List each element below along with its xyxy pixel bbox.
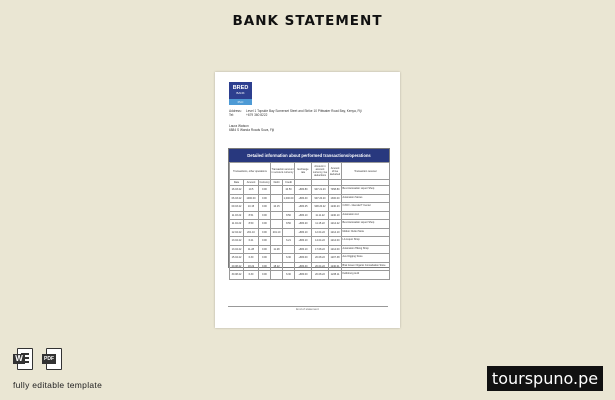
table-row — [230, 254, 390, 263]
brand-badge[interactable]: tourspuno.pe — [487, 366, 603, 391]
table-cell: 1,000.00 — [283, 194, 295, 203]
statement-document — [215, 72, 400, 328]
table-cell: 20.08.22 — [312, 271, 329, 280]
table-cell: 1240.10 — [329, 211, 342, 220]
table-cell: Autonation Stores — [342, 194, 390, 203]
table-cell: Kellisburg & Ali — [342, 271, 390, 280]
table-cell: FJD — [259, 186, 271, 195]
transactions-panel — [228, 148, 390, 277]
table-cell: 11.11.22 — [312, 211, 329, 220]
table-row — [230, 245, 390, 254]
table-cell: FJD — [259, 254, 271, 263]
header-cell: Amount in account currency, fee deductions — [312, 163, 329, 180]
table-cell: 11.03.22 — [230, 211, 244, 220]
table-cell: 20.08.22 — [230, 262, 244, 271]
table-cell: 11.15.22 — [312, 220, 329, 229]
table-cell: 11.04.22 — [230, 220, 244, 229]
address-value: Level 1 Topside Bay Somerset Steet and Strike 10 Pittwater Road Bay, Kenya, Fiji — [246, 109, 362, 113]
table-cell: 13.04.22 — [230, 237, 244, 246]
table-cell: Autonation Hiking Shop — [342, 245, 390, 254]
customer-address: 6884 S Wanda Roads Suva, Fiji — [229, 128, 275, 132]
table-cell: Ave Digging Store — [342, 254, 390, 263]
subheader-cell: Amount — [244, 180, 259, 186]
customer-name: Laura Watson — [229, 124, 249, 128]
table-row — [230, 262, 390, 271]
bank-logo-line3: PLC — [229, 99, 252, 105]
table-header-row — [230, 163, 390, 180]
table-cell: Best Autonation Liquor Shop — [342, 186, 390, 195]
table-cell: 201.10 — [244, 228, 259, 237]
table-cell: 13.04.22 — [230, 245, 244, 254]
panel-title: Detailed information about performed transactions/operations — [229, 149, 389, 162]
bank-logo-line2: BANK — [236, 91, 245, 95]
table-cell: 1300.00 — [329, 194, 342, 203]
header-cell: Exchange rate — [295, 163, 312, 180]
editable-template-label: fully editable template — [13, 380, 103, 390]
table-cell: FJD — [259, 245, 271, 254]
table-row — [230, 228, 390, 237]
subheader-cell: Debit — [271, 180, 283, 186]
table-cell: 10.15 — [244, 203, 259, 212]
table-cell: 10.5 — [244, 186, 259, 195]
table-cell: 6.21 — [283, 237, 295, 246]
table-cell: +680.20 — [295, 220, 312, 229]
table-cell: 11.28 — [244, 245, 259, 254]
tel-label: Tel: — [229, 113, 234, 117]
word-badge: W — [13, 354, 25, 364]
table-cell: 8.50 — [283, 211, 295, 220]
table-cell — [283, 203, 295, 212]
table-cell: FJD — [259, 211, 271, 220]
table-cell: 6.30 — [244, 254, 259, 263]
table-cell: +680.10 — [295, 228, 312, 237]
table-cell: 30.08.22 — [230, 271, 244, 280]
table-cell: FJD — [259, 194, 271, 203]
table-cell: 12.04.22 — [230, 228, 244, 237]
table-cell: Brat Green Organic Consultation Store — [342, 262, 390, 271]
table-cell: FJD — [259, 262, 271, 271]
table-cell: 14.04.22 — [312, 237, 329, 246]
table-row — [230, 194, 390, 203]
tel-value: +679 360 8222 — [246, 113, 268, 117]
table-cell: 6.30 — [283, 254, 295, 263]
table-cell: Autonation Ltd — [342, 211, 390, 220]
table-cell: 1000.00 — [244, 194, 259, 203]
table-cell: 1214.00 — [329, 245, 342, 254]
pdf-badge: PDF — [44, 356, 54, 362]
table-cell: 12.04.22 — [312, 228, 329, 237]
table-cell: 908.20.22 — [312, 203, 329, 212]
table-cell: 09.03.22 — [230, 203, 244, 212]
table-cell: 907.20.20 — [312, 194, 329, 203]
table-cell: FJD — [259, 271, 271, 280]
table-cell: 11.28 — [271, 245, 283, 254]
header-cell: Transaction amount in account currency — [271, 163, 295, 180]
table-cell: 18.22 — [244, 262, 259, 271]
table-cell: Best Autonation Liquor Shop — [342, 220, 390, 229]
table-cell: FJD — [259, 203, 271, 212]
table-cell: 8.50 — [244, 220, 259, 229]
table-cell: 8.51 — [244, 211, 259, 220]
table-cell: 201.10 — [271, 228, 283, 237]
table-cell: 20.08.22 — [312, 254, 329, 263]
table-cell — [271, 211, 283, 220]
table-cell: 15.04.22 — [230, 254, 244, 263]
table-cell — [283, 262, 295, 271]
table-row — [230, 186, 390, 195]
table-cell: 17.08.22 — [312, 245, 329, 254]
table-cell: 7458.80 — [329, 186, 342, 195]
word-file-icon — [13, 348, 35, 374]
subheader-cell: Currency — [259, 181, 270, 184]
table-cell: 8.50 — [283, 220, 295, 229]
table-cell — [271, 254, 283, 263]
table-cell: 1214.10 — [329, 228, 342, 237]
table-cell: OJCO - Glenda IT Center — [342, 203, 390, 212]
table-row — [230, 220, 390, 229]
table-cell: FJD — [259, 220, 271, 229]
table-cell: +680.40 — [295, 262, 312, 271]
table-cell: 06.03.22 — [230, 194, 244, 203]
header-cell: Transactions, other operations — [230, 163, 271, 180]
table-cell: 20.04.22 — [312, 262, 329, 271]
table-cell: 1207.38 — [329, 254, 342, 263]
table-cell: +680.40 — [295, 194, 312, 203]
table-cell: 6.30 — [244, 271, 259, 280]
table-row — [230, 211, 390, 220]
table-cell: 1240.23 — [329, 203, 342, 212]
statement-footer: End of statement — [296, 307, 319, 311]
table-cell: 1214.00 — [329, 237, 342, 246]
table-cell: FJD — [259, 237, 271, 246]
page-title: BANK STATEMENT — [232, 13, 383, 29]
table-cell — [283, 245, 295, 254]
transactions-table — [229, 162, 390, 280]
table-cell: 907.21.23 — [312, 186, 329, 195]
bank-logo-line1: BRED — [232, 85, 249, 91]
table-row — [230, 203, 390, 212]
table-cell: 10.15 — [271, 203, 283, 212]
table-cell: 18.22 — [271, 262, 283, 271]
table-cell — [271, 237, 283, 246]
table-cell: Motion Outlet Store — [342, 228, 390, 237]
table-cell: 6.30 — [283, 271, 295, 280]
table-cell — [271, 271, 283, 280]
subheader-cell: Date — [230, 180, 244, 186]
table-row — [230, 271, 390, 280]
header-cell: Amount of fee deducted — [329, 163, 342, 180]
pdf-file-icon — [42, 348, 64, 374]
table-cell: +680.00 — [295, 271, 312, 280]
bank-details — [229, 109, 362, 117]
table-cell: LA Liquor Shop — [342, 237, 390, 246]
table-cell: +680.80 — [295, 186, 312, 195]
table-cell — [271, 220, 283, 229]
table-cell: +680.00 — [295, 254, 312, 263]
table-cell: 16.03.22 — [230, 186, 244, 195]
table-cell: 6.21 — [244, 237, 259, 246]
address-label: Address: — [229, 109, 242, 113]
table-cell — [283, 228, 295, 237]
bank-logo — [229, 82, 252, 105]
table-row — [230, 237, 390, 246]
table-cell: +680.10 — [295, 237, 312, 246]
table-cell: 1245.11 — [329, 271, 342, 280]
table-cell — [271, 186, 283, 195]
table-cell: +680.10 — [295, 245, 312, 254]
table-cell: +680.10 — [295, 211, 312, 220]
table-cell: 1214.22 — [329, 220, 342, 229]
header-cell: Transaction receiver — [342, 163, 390, 180]
subheader-cell: Credit — [283, 180, 295, 186]
customer-details — [229, 124, 274, 132]
table-cell — [271, 194, 283, 203]
table-cell: 1240.01 — [329, 262, 342, 271]
table-cell: +680.25 — [295, 203, 312, 212]
table-cell: FJD — [259, 228, 271, 237]
table-cell: 10.50 — [283, 186, 295, 195]
